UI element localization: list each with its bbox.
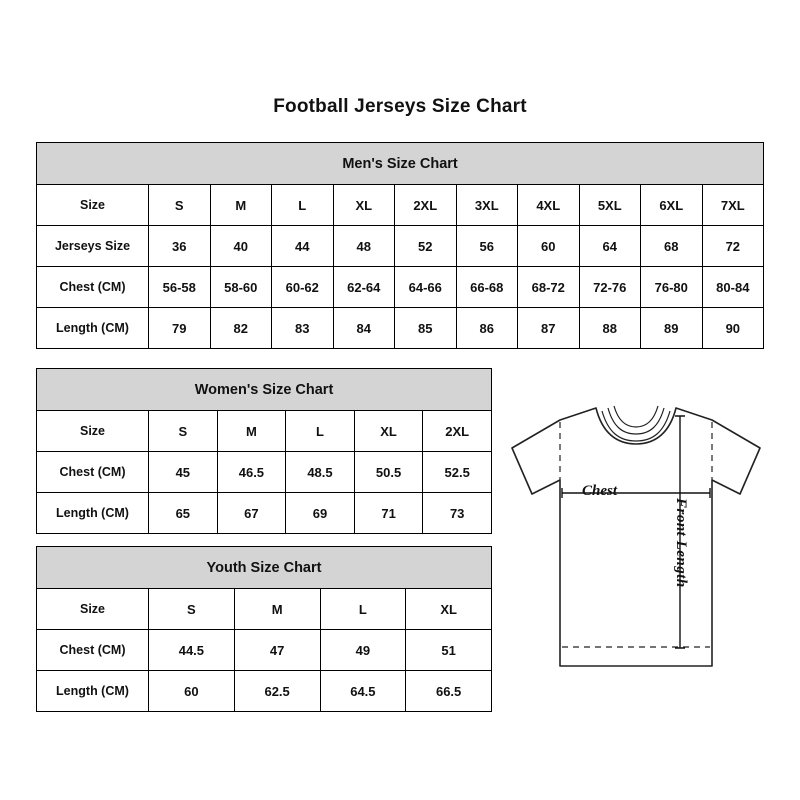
table-cell: M [217,411,286,452]
table-cell: L [320,589,406,630]
table-cell: S [149,589,235,630]
youth-size-chart-table [36,546,492,712]
table-cell: 3XL [456,185,518,226]
table-row [37,411,492,452]
table-cell: 40 [210,226,272,267]
table-cell: 51 [406,630,492,671]
table-cell: XL [333,185,395,226]
table-cell: 60 [149,671,235,712]
jersey-outline-icon [500,398,772,688]
row-label: Jerseys Size [37,226,149,267]
table-cell: 89 [641,308,703,349]
mens-size-chart-table [36,142,764,349]
table-cell: 52 [395,226,457,267]
mens-chart-caption: Men's Size Chart [37,143,764,185]
table-cell: 72-76 [579,267,641,308]
table-cell: 64-66 [395,267,457,308]
table-cell: 6XL [641,185,703,226]
table-cell: 64.5 [320,671,406,712]
table-cell: 72 [702,226,764,267]
table-cell: 82 [210,308,272,349]
table-cell: XL [354,411,423,452]
table-cell: 62-64 [333,267,395,308]
table-cell: L [286,411,355,452]
table-cell: 65 [149,493,218,534]
table-cell: 66.5 [406,671,492,712]
womens-chart-caption: Women's Size Chart [37,369,492,411]
table-cell: 60-62 [272,267,334,308]
table-cell: 80-84 [702,267,764,308]
row-label: Length (CM) [37,671,149,712]
table-cell: 66-68 [456,267,518,308]
table-cell: 7XL [702,185,764,226]
table-cell: 44 [272,226,334,267]
table-cell: 76-80 [641,267,703,308]
table-cell: 48.5 [286,452,355,493]
table-cell: 86 [456,308,518,349]
table-cell: 64 [579,226,641,267]
row-label: Chest (CM) [37,267,149,308]
table-cell: 68-72 [518,267,580,308]
table-row [37,452,492,493]
table-cell: 67 [217,493,286,534]
row-label: Length (CM) [37,308,149,349]
table-cell: 69 [286,493,355,534]
table-caption-row [37,369,492,411]
table-cell: 47 [234,630,320,671]
row-label: Size [37,589,149,630]
table-cell: 87 [518,308,580,349]
table-row [37,493,492,534]
table-cell: 46.5 [217,452,286,493]
table-caption-row [37,547,492,589]
chest-measure-label: Chest [582,483,618,499]
page-title: Football Jerseys Size Chart [273,96,527,117]
table-cell: 56 [456,226,518,267]
table-cell: 90 [702,308,764,349]
table-cell: 48 [333,226,395,267]
table-cell: 85 [395,308,457,349]
row-label: Size [37,411,149,452]
table-cell: M [234,589,320,630]
table-cell: 2XL [423,411,492,452]
table-cell: 68 [641,226,703,267]
row-label: Size [37,185,149,226]
womens-size-chart-table [36,368,492,534]
table-row [37,671,492,712]
table-cell: 44.5 [149,630,235,671]
table-cell: 73 [423,493,492,534]
table-cell: 79 [149,308,211,349]
table-cell: 60 [518,226,580,267]
table-cell: 52.5 [423,452,492,493]
table-cell: 71 [354,493,423,534]
table-row [37,185,764,226]
row-label: Length (CM) [37,493,149,534]
table-row [37,589,492,630]
table-caption-row [37,143,764,185]
table-cell: L [272,185,334,226]
table-row [37,226,764,267]
table-cell: 62.5 [234,671,320,712]
table-cell: S [149,411,218,452]
table-cell: 88 [579,308,641,349]
table-row [37,308,764,349]
table-cell: XL [406,589,492,630]
table-row [37,630,492,671]
row-label: Chest (CM) [37,452,149,493]
front-length-measure-label: Front Length [673,498,689,588]
table-cell: 83 [272,308,334,349]
table-cell: S [149,185,211,226]
table-cell: 50.5 [354,452,423,493]
row-label: Chest (CM) [37,630,149,671]
table-cell: M [210,185,272,226]
table-cell: 45 [149,452,218,493]
jersey-diagram [500,398,772,688]
table-cell: 5XL [579,185,641,226]
table-cell: 36 [149,226,211,267]
table-cell: 4XL [518,185,580,226]
table-cell: 58-60 [210,267,272,308]
table-cell: 2XL [395,185,457,226]
youth-chart-caption: Youth Size Chart [37,547,492,589]
table-cell: 49 [320,630,406,671]
table-row [37,267,764,308]
table-cell: 56-58 [149,267,211,308]
table-cell: 84 [333,308,395,349]
